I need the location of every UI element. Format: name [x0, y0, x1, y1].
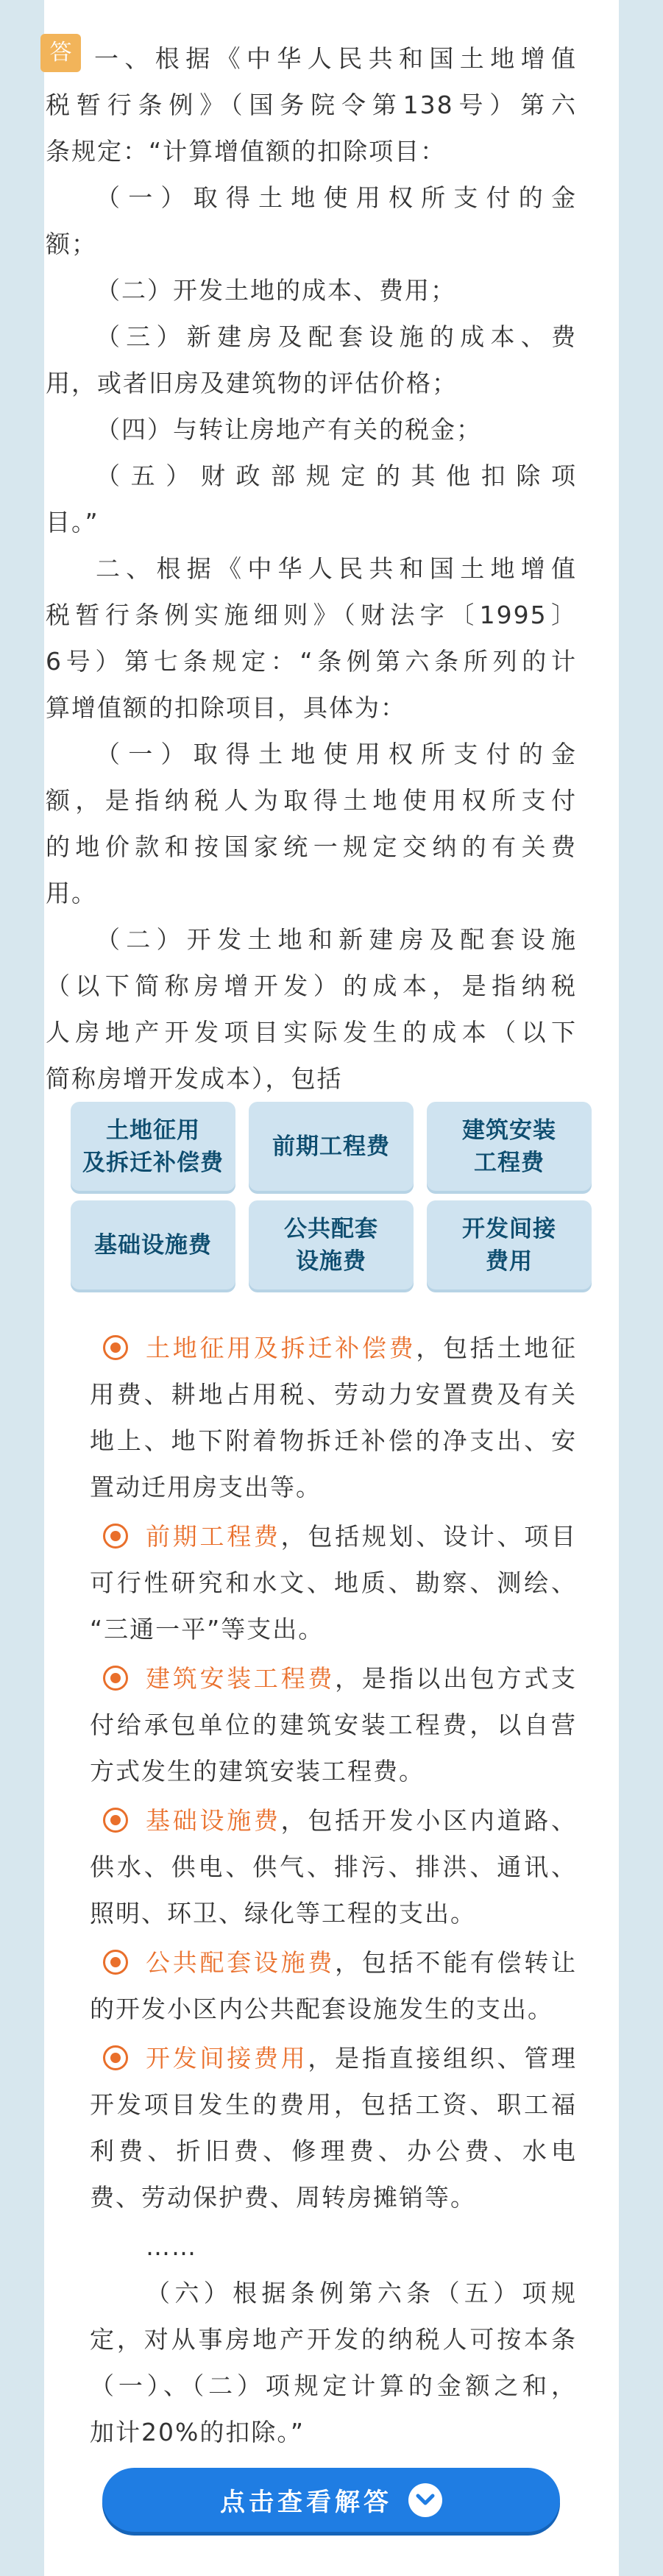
item-line: “三通一平”等支出。	[90, 1615, 325, 1643]
bullet-icon	[103, 1666, 128, 1691]
item-line: 开发项目发生的费用，包括工资、职工福	[90, 2090, 577, 2119]
item-line: 供水、供电、供气、排污、排洪、通讯、	[90, 1853, 577, 1881]
body-line: （二）开发土地和新建房及配套设施	[96, 925, 577, 954]
view-answer-label: 点击查看解答	[220, 2488, 392, 2517]
item-line: 置动迁用房支出等。	[90, 1473, 322, 1501]
item-line: 地上、地下附着物拆迁补偿的净支出、安	[90, 1426, 577, 1455]
body-line: 简称房增开发成本），包括	[46, 1064, 343, 1093]
item-term: 开发间接费用	[146, 2044, 308, 2073]
cost-category-cell[interactable]: 土地征用 及拆迁补偿费	[71, 1102, 235, 1191]
item-term: 建筑安装工程费	[146, 1664, 336, 1693]
item-line: 的开发小区内公共配套设施发生的支出。	[90, 1995, 553, 2023]
cost-category-cell[interactable]: 公共配套 设施费	[249, 1200, 414, 1289]
item-first-line	[146, 1939, 577, 1986]
body-line: 6号）第七条规定：“条例第六条所列的计	[46, 647, 577, 676]
body-line: 用。	[46, 879, 97, 907]
cost-category-cell[interactable]: 建筑安装 工程费	[427, 1102, 592, 1191]
body-line: 额；	[46, 230, 97, 258]
body-line: （五）财政部规定的其他扣除项	[96, 461, 577, 490]
body-line: 条规定：“计算增值额的扣除项目：	[46, 137, 447, 166]
item-first-line	[146, 1513, 577, 1560]
bullet-icon	[103, 1808, 128, 1833]
body-line: 目。”	[46, 508, 99, 537]
item-desc: ，包括规划、设计、项目	[280, 1522, 578, 1551]
item-desc: ，包括不能有偿转让	[335, 1948, 578, 1977]
body-line: 用，或者旧房及建筑物的评估价格；	[46, 369, 458, 397]
item-line: 用费、耕地占用税、劳动力安置费及有关	[90, 1380, 577, 1409]
cost-category-cell[interactable]: 开发间接 费用	[427, 1200, 592, 1289]
body-line: 的地价款和按国家统一规定交纳的有关费	[46, 832, 577, 861]
body-line: 额，是指纳税人为取得土地使用权所支付	[46, 786, 577, 815]
bullet-icon	[103, 1524, 128, 1549]
closing-line: （一）、（二）项规定计算的金额之和，	[90, 2371, 577, 2400]
answer-badge: 答	[40, 34, 81, 72]
item-term: 前期工程费	[146, 1522, 281, 1551]
body-line: （四）与转让房地产有关的税金；	[96, 415, 482, 444]
item-line: 付给承包单位的建筑安装工程费，以自营	[90, 1710, 577, 1739]
view-answer-button[interactable]	[102, 2468, 560, 2532]
body-line: 算增值额的扣除项目，具体为：	[46, 693, 406, 722]
cost-category-cell[interactable]: 基础设施费	[71, 1200, 235, 1289]
body-line: （以下简称房增开发）的成本，是指纳税	[46, 972, 577, 1000]
item-term: 基础设施费	[146, 1806, 281, 1835]
closing-line: 加计20%的扣除。”	[90, 2418, 305, 2446]
chevron-down-icon	[408, 2483, 442, 2517]
item-line: 可行性研究和水文、地质、勘察、测绘、	[90, 1568, 577, 1597]
body-line: 一、根据《中华人民共和国土地增值	[94, 44, 577, 73]
item-line: 费、劳动保护费、周转房摊销等。	[90, 2183, 476, 2212]
bullet-icon	[103, 1335, 128, 1360]
body-line: 人房地产开发项目实际发生的成本（以下	[46, 1018, 577, 1047]
body-line: （二）开发土地的成本、费用；	[96, 276, 456, 305]
bullet-icon	[103, 1950, 128, 1975]
body-line: （一）取得土地使用权所支付的金	[96, 183, 577, 212]
body-line: 税暂行条例实施细则》（财法字〔1995〕	[46, 601, 577, 629]
closing-line: （六）根据条例第六条（五）项规	[146, 2279, 577, 2307]
item-line: 照明、环卫、绿化等工程的支出。	[90, 1899, 476, 1928]
item-first-line	[146, 1325, 577, 1371]
item-desc: ，是指直接组织、管理	[308, 2044, 578, 2073]
body-line: （一）取得土地使用权所支付的金	[96, 740, 577, 768]
bullet-icon	[103, 2045, 128, 2070]
item-desc: ，包括土地征	[416, 1334, 578, 1362]
closing-line: 定，对从事房地产开发的纳税人可按本条	[90, 2325, 577, 2354]
item-desc: ，包括开发小区内道路、	[280, 1806, 578, 1835]
item-desc: ，是指以出包方式支	[335, 1664, 578, 1693]
item-first-line	[146, 2035, 577, 2081]
body-line: 税暂行条例》（国务院令第138号）第六	[46, 91, 577, 119]
item-first-line	[146, 1797, 577, 1844]
cost-category-cell[interactable]: 前期工程费	[249, 1102, 414, 1191]
ellipsis: ……	[146, 2232, 197, 2261]
item-line: 利费、折旧费、修理费、办公费、水电	[90, 2137, 577, 2165]
item-first-line	[146, 1655, 577, 1702]
body-line: （三）新建房及配套设施的成本、费	[96, 322, 577, 351]
item-term: 公共配套设施费	[146, 1948, 336, 1977]
item-term: 土地征用及拆迁补偿费	[146, 1334, 416, 1362]
item-line: 方式发生的建筑安装工程费。	[90, 1757, 425, 1786]
body-line: 二、根据《中华人民共和国土地增值	[96, 554, 577, 583]
